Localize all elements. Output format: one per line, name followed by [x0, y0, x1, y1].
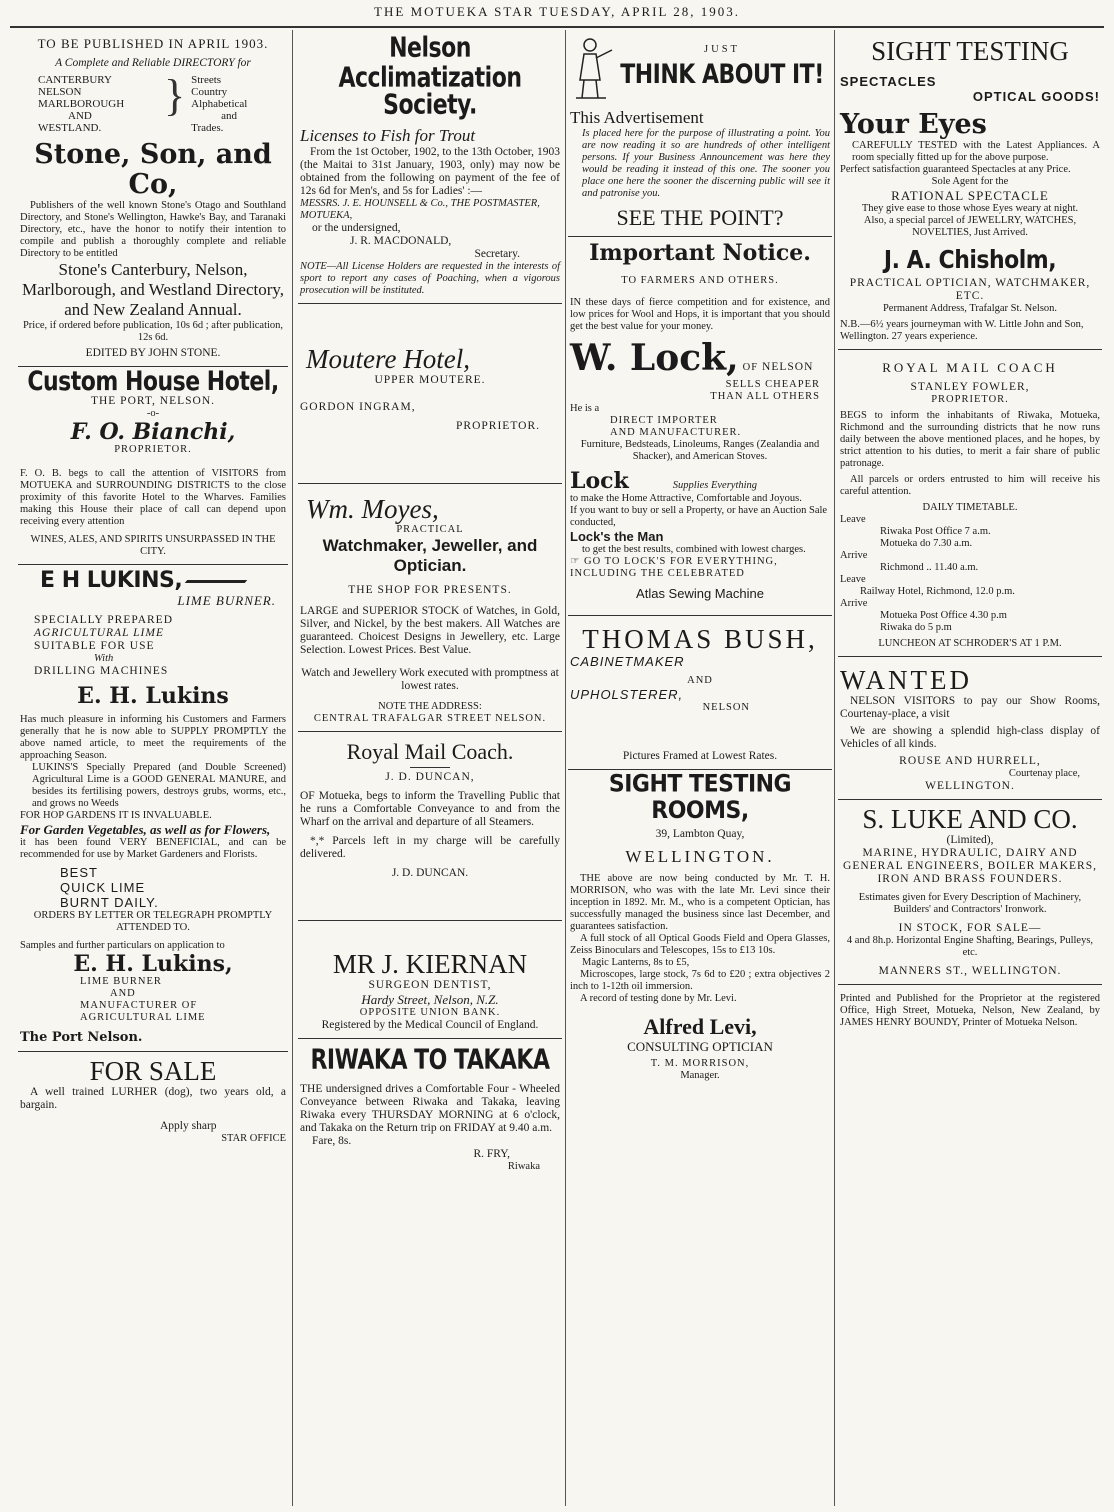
moyes-work: Watch and Jewellery Work executed with promptness at lowest rates.: [301, 667, 559, 692]
lock-body: IN these days of fierce competition and for existence, and low prices for Wool and Hops, it is important that you should get the best value for your money.: [570, 297, 830, 332]
directory-regions: [38, 74, 158, 134]
directory-editor: EDITED BY JOHN STONE.: [85, 347, 221, 359]
wanted-city: WELLINGTON.: [925, 780, 1015, 792]
moyes-shop: THE SHOP FOR PRESENTS.: [348, 584, 512, 596]
bianchi-name: F. O. Bianchi,: [70, 419, 236, 445]
directory-title: Stone's Canterbury, Nelson, Marlborough, and Westland Directory, and New Zealand Annual.: [21, 260, 285, 319]
lukins-body-3: it has been found VERY BENEFICIAL, and can be recommended for use by Market Gardeners and Florists.: [20, 837, 286, 860]
for-sale-title: FOR SALE: [89, 1056, 217, 1086]
lukins-body-2: LUKINS'S Specially Prepared (and Double Screened) Agricultural Lime is a GOOD GENERAL MANURE, and besides its fertilising powers, destroys grubs, worms, etc., and grows no Weeds: [32, 762, 286, 809]
tt-arrive: Arrive: [840, 598, 868, 609]
custom-house-ad: [18, 367, 288, 565]
bush-and: AND: [687, 675, 713, 686]
column-rule: [292, 30, 293, 1506]
column-2: [298, 32, 562, 1504]
luke-items: 4 and 8h.p. Horizontal Engine Shafting, Bearings, Pulleys, etc.: [846, 935, 1094, 958]
lock-ad: [568, 237, 832, 616]
wanted-title: WANTED: [840, 665, 972, 695]
fowler-role: PROPRIETOR.: [931, 394, 1009, 405]
moutere-owner: GORDON INGRAM,: [300, 401, 416, 413]
lukins-samples: Samples and further particulars on application to: [20, 940, 225, 951]
think-ad: [568, 32, 832, 237]
tt-row: Riwaka do 5 p.m: [880, 622, 952, 633]
chisholm-nb: N.B.—6½ years journeyman with W. Little John and Son, Wellington. 27 years experience.: [840, 319, 1084, 342]
flourish-line: [185, 580, 248, 583]
coach-body: OF Motueka, begs to inform the Travelling Public that he runs a Comfortable Conveyance to and from the Wharf on the arrival and departure of all Steamers.: [300, 790, 560, 828]
type: and: [221, 110, 238, 122]
tail-line: LIME BURNER: [80, 976, 162, 987]
lock-direct: DIRECT IMPORTER: [610, 415, 718, 426]
moyes-ad: [298, 484, 562, 732]
type: Streets: [191, 74, 222, 86]
tail-line: AGRICULTURAL LIME: [80, 1012, 206, 1023]
levi-mgr: T. M. MORRISON,: [650, 1058, 750, 1069]
tail-line: AND: [110, 988, 136, 999]
luke-addr: MANNERS ST., WELLINGTON.: [878, 965, 1062, 977]
bush-pictures: Pictures Framed at Lowest Rates.: [622, 750, 778, 762]
masthead: THE MOTUEKA STAR TUESDAY, APRIL 28, 1903.: [374, 4, 740, 19]
type: Alphabetical: [191, 98, 248, 110]
lukins-lines: [20, 614, 286, 678]
region: MARLBOROUGH: [38, 98, 125, 110]
lock-man: Lock's the Man: [570, 529, 664, 544]
sight-rooms-lanterns: Magic Lanterns, 8s to £5,: [582, 957, 690, 968]
lock-supplies: Supplies Everything: [672, 480, 758, 491]
luke-est: Estimates given for Every Description of Machinery, Builders' and Contractors' Ironwork.: [858, 892, 1082, 915]
wanted-body: NELSON VISITORS to pay our Show Rooms, Courtenay-place, a visit: [840, 695, 1100, 720]
spect-eyes: Your Eyes: [840, 109, 987, 140]
coach-parcels: *,* Parcels left in my charge will be carefully delivered.: [300, 835, 560, 860]
luke-ltd: (Limited),: [946, 834, 994, 846]
column-rule: [834, 30, 835, 1506]
lukins-line: AGRICULTURAL LIME: [34, 627, 164, 639]
tt-arrive: Arrive: [840, 550, 868, 561]
lock-supplies-row: [570, 469, 830, 493]
custom-house-body: F. O. B. begs to call the attention of VISITORS from MOTUEKA and SURROUNDING DISTRICTS to the close proximity of this favorite Hotel to the Wharves. Families making this House their place of call can depend upon receiving every attention: [20, 468, 286, 527]
region: AND: [68, 110, 92, 122]
think-titles: [614, 36, 830, 91]
riwaka-fare: Fare, 8s.: [312, 1135, 352, 1147]
lock-results: to get the best results, combined with lowest charges.: [582, 544, 806, 555]
fowler-timetable: DAILY TIMETABLE.: [922, 502, 1018, 513]
lukins-ad: [18, 565, 288, 1052]
bush-title: THOMAS BUSH,: [582, 624, 818, 654]
custom-house-place: THE PORT, NELSON.: [90, 395, 216, 407]
column-rule: [565, 30, 566, 1506]
riwaka-body: THE undersigned drives a Comfortable Four - Wheeled Conveyance between Riwaka and Takaka, leaving Riwaka every THURSDAY MORNING at 6 o'clock, and Takaka on the Return trip on FRIDAY at 9.40 a.m.: [300, 1083, 560, 1134]
acclim-agents: MESSRS. J. E. HOUNSELL & Co., THE POSTMASTER, MOTUEKA,: [300, 198, 540, 221]
column-3: [568, 32, 832, 1504]
imprint-text: Printed and Published for the Proprietor at the registered Office, High Street, Motueka, Nelson, New Zealand, by JAMES HENRY BOUNDY, Printer of Motueka Nelson.: [840, 993, 1100, 1028]
bush-ad: [568, 616, 832, 770]
sight-rooms-ad: [568, 770, 832, 1088]
best-line: QUICK LIME: [60, 880, 146, 895]
lock-name: W. Lock,: [570, 337, 739, 379]
think-title: THINK ABOUT IT!: [620, 60, 824, 91]
sight-rooms-body: THE above are now being conducted by Mr. T. H. MORRISON, who was with the late Mr. Levi since their inception in 1892. Mr. M., who is a competent Optician, has successfully managed the business since last December, and guarantees satisfaction.: [570, 873, 830, 932]
think-body: Is placed here for the purpose of illustrating a point. You are now reading it so are hundreds of other intelligent persons. If your Business Announcement was here they would be reading it instead of this one. The sooner you place one here the sooner the discerning public will see it and patronise you.: [582, 128, 830, 199]
riwaka-place: Riwaka: [507, 1161, 540, 1172]
chisholm-role: PRACTICAL OPTICIAN, WATCHMAKER, ETC.: [849, 277, 1091, 302]
riwaka-title: RIWAKA TO TAKAKA: [310, 1044, 550, 1076]
chisholm-name: J. A. Chisholm,: [883, 246, 1057, 275]
region: WESTLAND.: [38, 122, 102, 134]
tt-row: Riwaka Post Office 7 a.m.: [880, 526, 991, 537]
spect-s1: SPECTACLES: [840, 74, 937, 89]
lukins-name-text: E H LUKINS,: [40, 568, 183, 593]
lukins-name-3: E. H. Lukins,: [73, 951, 233, 977]
best-line: BURNT DAILY.: [60, 895, 159, 910]
custom-house-title: Custom House Hotel,: [27, 367, 279, 398]
directory-subtitle: A Complete and Reliable DIRECTORY for: [55, 57, 251, 69]
spect-rational: RATIONAL SPECTACLE: [891, 188, 1049, 203]
coach-sig: J. D. DUNCAN.: [391, 867, 469, 879]
acclim-subtitle: Licenses to Fish for Trout: [300, 126, 476, 145]
lock-direct: AND MANUFACTURER.: [610, 427, 742, 438]
tt-leave: Leave: [840, 574, 866, 585]
region: CANTERBURY: [38, 74, 112, 86]
directory-body: Publishers of the well known Stone's Otago and Southland Directory, and Stone's Wellington, Hawke's Bay, and Taranaki Directory, etc., have the honor to notify their intention to compile and publish a thoroughly complete and reliable Directory to be entitled: [20, 200, 286, 259]
moutere-place: UPPER MOUTERE.: [374, 374, 486, 386]
imprint: [838, 985, 1102, 1035]
acclimatization-ad: [298, 32, 562, 304]
sight-rooms-addr: 39, Lambton Quay,: [655, 828, 745, 840]
moutere-ad: [298, 304, 562, 484]
acclim-title-2: Society.: [383, 89, 477, 121]
luke-ad: [838, 800, 1102, 985]
acclim-sig: J. R. MACDONALD,: [350, 235, 452, 247]
royal-mail-coach-ad: [298, 732, 562, 921]
coach-name: J. D. DUNCAN,: [385, 771, 475, 783]
levi-name: Alfred Levi,: [643, 1014, 757, 1039]
lukins-tail: [20, 976, 286, 1024]
lock-heis: He is a: [570, 403, 600, 414]
wanted-body-2: We are showing a splendid high-class display of Vehicles of all kinds.: [840, 725, 1100, 750]
custom-house-mark: -o-: [146, 408, 160, 419]
directory-types: [191, 74, 281, 134]
moyes-addr: CENTRAL TRAFALGAR STREET NELSON.: [313, 713, 547, 724]
fowler-name: STANLEY FOWLER,: [910, 381, 1030, 393]
lock-city: NELSON: [762, 361, 814, 373]
for-sale-apply: Apply sharp: [160, 1120, 217, 1132]
spect-perfect: Perfect satisfaction guaranteed Spectacles at any Price.: [840, 164, 1071, 175]
lock-home: to make the Home Attractive, Comfortable and Joyous.: [570, 493, 802, 504]
luke-stock: IN STOCK, FOR SALE—: [898, 922, 1042, 934]
lukins-garden: For Garden Vegetables, as well as for Flowers,: [20, 822, 271, 837]
kiernan-reg: Registered by the Medical Council of England.: [321, 1019, 539, 1031]
for-sale-ad: [18, 1052, 288, 1151]
short-rule: [410, 767, 450, 768]
kiernan-title: MR J. KIERNAN: [332, 949, 528, 979]
sight-rooms-city: WELLINGTON.: [625, 847, 775, 866]
wanted-ad: [838, 657, 1102, 800]
acclim-note: NOTE—All License Holders are requested in the interests of sport to report any cases of Poaching, when a vigorous prosecution will be instituted.: [300, 261, 560, 296]
sight-rooms-stock: A full stock of all Optical Goods Field and Opera Glasses, Zeiss Binoculars and Telescopes, 15s to £13 10s.: [570, 933, 830, 956]
think-just: JUST: [704, 44, 740, 55]
moyes-body: LARGE and SUPERIOR STOCK of Watches, in Gold, Silver, and Nickel, by the best makers. All Watches are guaranteed. Choicest Designs in Jewellery, etc. Large Selection. Lowest Prices. Best Value.: [300, 605, 560, 656]
fowler-parcels: All parcels or orders entrusted to him will receive his careful attention.: [840, 474, 1100, 497]
lukins-line: SUITABLE FOR USE: [34, 640, 155, 652]
lock-sells: SELLS CHEAPER: [725, 379, 820, 390]
tt-row: Motueka Post Office 4.30 p.m: [880, 610, 1007, 621]
moyes-trade: Watchmaker, Jeweller, and Optician.: [322, 536, 538, 575]
fowler-title: ROYAL MAIL COACH: [882, 360, 1058, 375]
kiernan-addr: Hardy Street, Nelson, N.Z.: [361, 992, 499, 1007]
fowler-body: BEGS to inform the inhabitants of Riwaka, Motueka, Richmond and the surrounding districts that he now runs daily between the above mentioned places, and he hopes, by strict attention to his duties, to merit a fair share of public patronage.: [840, 410, 1100, 469]
lukins-port: The Port Nelson.: [20, 1030, 143, 1045]
levi-mgrrole: Manager.: [680, 1070, 720, 1081]
lukins-role: LIME BURNER.: [177, 593, 276, 608]
directory-list: [38, 71, 286, 134]
spectacles-ad: [838, 32, 1102, 350]
riwaka-takaka-ad: [298, 1039, 562, 1179]
spect-s2: OPTICAL GOODS!: [972, 89, 1100, 104]
chisholm-addr: Permanent Address, Trafalgar St. Nelson.: [882, 303, 1058, 314]
tt-row: Motueka do 7.30 a.m.: [880, 538, 973, 549]
think-subtitle: This Advertisement: [570, 108, 704, 127]
lock-title: Important Notice.: [589, 240, 811, 266]
lukins-name-2: E. H. Lukins: [77, 683, 229, 709]
tt-row: Richmond .. 11.40 a.m.: [880, 562, 979, 573]
lock-sells: THAN ALL OTHERS: [710, 391, 820, 402]
top-rule: [10, 26, 1104, 28]
type: Country: [191, 86, 228, 98]
lock-goods: Furniture, Bedsteads, Linoleums, Ranges (Zealandia and Shacker), and American Stoves.: [580, 439, 820, 462]
lock-buy: If you want to buy or sell a Property, or have an Auction Sale conducted,: [570, 505, 828, 528]
lock-sub: TO FARMERS AND OTHERS.: [621, 275, 779, 286]
lukins-body-1: Has much pleasure in informing his Customers and Farmers generally that he is now able to SUPPLY PROMPTLY the above named article, to meet the requirements of the approaching Season.: [20, 714, 286, 761]
bianchi-role: PROPRIETOR.: [114, 444, 192, 455]
lukins-line: DRILLING MACHINES: [34, 665, 169, 677]
best-line: BEST: [60, 865, 98, 880]
moyes-note: NOTE THE ADDRESS:: [378, 701, 482, 712]
spect-title: SIGHT TESTING: [871, 36, 1069, 66]
directory-top: TO BE PUBLISHED IN APRIL 1903.: [37, 36, 269, 51]
lock-goto: ☞ GO TO LOCK'S FOR EVERYTHING, INCLUDING THE CELEBRATED: [570, 556, 778, 579]
acclim-title-1: Nelson Acclimatization: [338, 32, 522, 94]
lukins-line: SPECIALLY PREPARED: [34, 614, 174, 626]
spect-body: CAREFULLY TESTED with the Latest Appliances. A room specially fitted up for the above purpose.: [852, 140, 1100, 163]
lukins-name: [20, 569, 286, 593]
moutere-title: Moutere Hotel,: [306, 344, 470, 374]
sight-rooms-micro: Microscopes, large stock, 7s 6d to £20 ; extra objectives 2 inch to 1-12th oil immersion.: [570, 969, 830, 992]
for-sale-office: STAR OFFICE: [221, 1133, 286, 1144]
riwaka-sig: R. FRY,: [473, 1148, 510, 1160]
tt-leave: Leave: [840, 514, 866, 525]
lukins-best: [20, 865, 286, 910]
levi-role: CONSULTING OPTICIAN: [627, 1039, 773, 1054]
moyes-sub: PRACTICAL: [396, 524, 464, 535]
sight-rooms-title: SIGHT TESTING ROOMS,: [608, 770, 792, 825]
directory-ad: [18, 32, 288, 367]
spect-ease: They give ease to those whose Eyes weary at night.: [861, 203, 1079, 214]
acclim-sigrole: Secretary.: [474, 248, 520, 260]
sight-rooms-record: A record of testing done by Mr. Levi.: [580, 993, 737, 1004]
type: Trades.: [191, 122, 224, 134]
spect-parcel: Also, a special parcel of JEWELLRY, WATCHES, NOVELTIES, Just Arrived.: [863, 215, 1077, 238]
kiernan-opp: OPPOSITE UNION BANK.: [359, 1007, 501, 1018]
acclim-body: From the 1st October, 1902, to the 13th October, 1903 (the Maitai to 31st January, 1903, only) may now be obtained from the following on payment of the fee of 12s 6d for Men's, and 5s for Ladies' :—: [300, 146, 560, 197]
column-1: [18, 32, 288, 1504]
bush-city: NELSON: [702, 702, 750, 713]
tail-line: MANUFACTURER OF: [80, 1000, 198, 1011]
custom-house-footer: WINES, ALES, AND SPIRITS UNSURPASSED IN THE CITY.: [30, 534, 276, 557]
acclim-or: or the undersigned,: [312, 222, 401, 234]
luke-body: MARINE, HYDRAULIC, DAIRY AND GENERAL ENGINEERS, BOILER MAKERS, IRON AND BRASS FOUNDERS.: [843, 847, 1097, 885]
luke-title: S. LUKE AND CO.: [862, 804, 1078, 834]
lukins-line: With: [94, 653, 114, 664]
lukins-hop: FOR HOP GARDENS IT IS INVALUABLE.: [20, 810, 212, 821]
lock-of: OF: [742, 362, 759, 373]
brace: }: [164, 71, 186, 120]
lock-word: Lock: [570, 468, 629, 494]
directory-price: Price, if ordered before publication, 10s 6d ; after publication, 12s 6d.: [22, 320, 284, 343]
lock-name-row: [570, 337, 830, 379]
column-4: [838, 32, 1102, 1504]
think-header: [570, 36, 830, 100]
tt-lunch: LUNCHEON AT SCHRODER'S AT 1 P.M.: [878, 638, 1062, 649]
lock-atlas: Atlas Sewing Machine: [636, 586, 764, 601]
spect-agent: Sole Agent for the: [931, 176, 1009, 187]
publisher-name: Stone, Son, and Co,: [34, 139, 272, 200]
see-the-point: SEE THE POINT?: [616, 205, 784, 230]
bush-role-2: UPHOLSTERER,: [570, 687, 684, 702]
kiernan-role: SURGEON DENTIST,: [368, 979, 492, 991]
tt-row: Railway Hotel, Richmond, 12.0 p.m.: [860, 586, 1015, 597]
coach-title: Royal Mail Coach.: [346, 739, 514, 764]
wanted-firm: ROUSE AND HURRELL,: [899, 755, 1041, 767]
pointing-figure-icon: [570, 36, 614, 100]
for-sale-body: A well trained LURHER (dog), two years old, a bargain.: [20, 1086, 286, 1111]
region: NELSON: [38, 86, 82, 98]
fowler-coach-ad: [838, 350, 1102, 657]
wanted-addr: Courtenay place,: [1008, 768, 1080, 779]
kiernan-ad: [298, 921, 562, 1039]
moutere-role: PROPRIETOR.: [456, 420, 540, 432]
bush-role: CABINETMAKER: [570, 654, 685, 669]
lukins-orders: ORDERS BY LETTER OR TELEGRAPH PROMPTLY ATTENDED TO.: [33, 910, 273, 933]
moyes-title: Wm. Moyes,: [306, 494, 439, 524]
